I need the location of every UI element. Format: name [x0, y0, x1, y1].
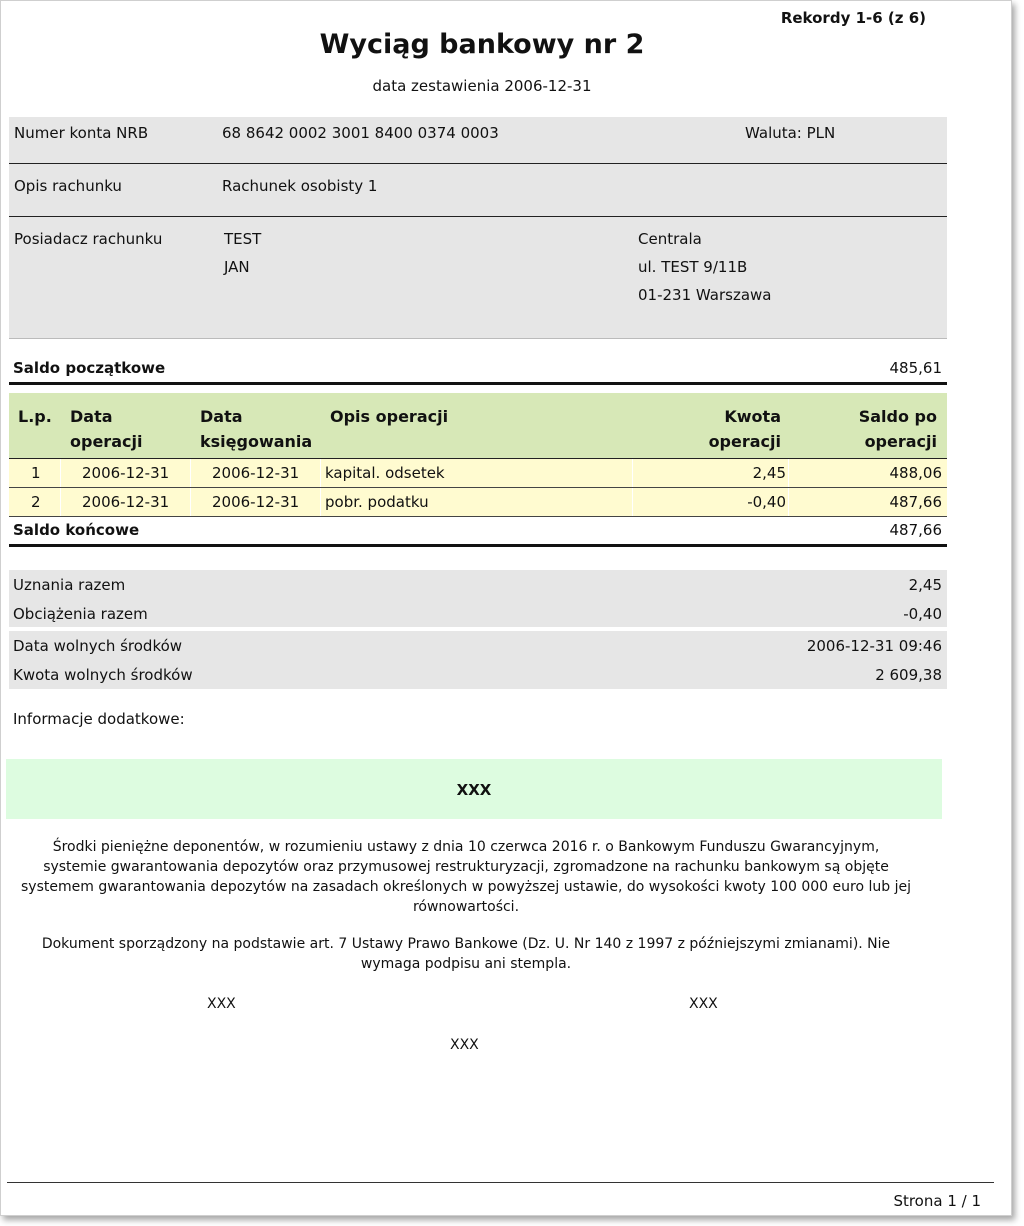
row-balance: 488,06 — [889, 464, 942, 482]
statement-date: data zestawienia 2006-12-31 — [372, 77, 592, 95]
row-lp: 2 — [31, 493, 41, 511]
account-number-row — [9, 117, 947, 163]
header-description: Opis operacji — [330, 407, 449, 426]
footer-divider — [7, 1182, 994, 1183]
totals-section — [9, 570, 947, 627]
row-lp: 1 — [31, 464, 41, 482]
legal-basis-notice: Dokument sporządzony na podstawie art. 7 Ustawy Prawo Bankowe (Dz. U. Nr 140 z 1997 z późniejszymi zmianami). Nie wymaga podpisu ani stempla. — [41, 936, 891, 972]
debits-total-label: Obciążenia razem — [13, 605, 148, 623]
divider — [9, 338, 947, 339]
free-funds-date-label: Data wolnych środków — [13, 637, 183, 655]
branch-city: 01-231 Warszawa — [638, 286, 772, 304]
owner-name-line2: JAN — [224, 258, 250, 276]
opening-balance-value: 485,61 — [889, 359, 942, 377]
branch-name: Centrala — [638, 230, 702, 248]
row-operation-date: 2006-12-31 — [82, 493, 170, 511]
table-row — [9, 488, 947, 517]
debits-total-value: -0,40 — [903, 605, 942, 623]
closing-balance-row — [9, 521, 947, 543]
header-balance: Saldo po operacji — [858, 407, 937, 451]
credits-total-value: 2,45 — [908, 576, 942, 594]
account-description-row — [9, 164, 947, 216]
row-amount: -0,40 — [747, 493, 786, 511]
page-title: Wyciąg bankowy nr 2 — [319, 29, 645, 60]
signature-right: XXX — [689, 996, 718, 1012]
currency-label: Waluta: PLN — [745, 124, 836, 142]
free-funds-amount-label: Kwota wolnych środków — [13, 666, 193, 684]
header-booking-date: Data księgowania — [200, 407, 313, 451]
closing-balance-value: 487,66 — [889, 521, 942, 539]
row-description: pobr. podatku — [325, 493, 429, 511]
header-operation-date: Data operacji — [70, 407, 143, 451]
free-funds-amount-value: 2 609,38 — [875, 666, 942, 684]
divider — [9, 382, 947, 385]
deposit-guarantee-notice: Środki pieniężne deponentów, w rozumieniu ustawy z dnia 10 czerwca 2016 r. o Bankowym Funduszu Gwarancyjnym, systemie gwarantowania depozytów oraz przymusowej restrukturyzacji, zgromadzone na rachunku bankowym są objęte systemem gwarantowania depozytów na zasadach określonych w powyższej ustawie, do wysokości kwoty 100 000 euro lub jej równowartości. — [21, 839, 911, 915]
page-number: Strona 1 / 1 — [893, 1192, 981, 1210]
row-amount: 2,45 — [752, 464, 786, 482]
account-description-label: Opis rachunku — [14, 177, 122, 195]
free-funds-section — [9, 631, 947, 689]
branch-street: ul. TEST 9/11B — [638, 258, 748, 276]
owner-name-line1: TEST — [224, 230, 262, 248]
notice-box: XXX — [6, 759, 942, 819]
account-owner-row — [9, 217, 947, 338]
closing-balance-label: Saldo końcowe — [13, 521, 140, 539]
row-operation-date: 2006-12-31 — [82, 464, 170, 482]
credits-total-label: Uznania razem — [13, 576, 126, 594]
signature-left: XXX — [207, 996, 236, 1012]
header-lp: L.p. — [18, 407, 52, 426]
header-amount: Kwota operacji — [708, 407, 781, 451]
opening-balance-label: Saldo początkowe — [13, 359, 166, 377]
account-description-value: Rachunek osobisty 1 — [222, 177, 378, 195]
account-owner-label: Posiadacz rachunku — [14, 230, 163, 248]
row-booking-date: 2006-12-31 — [212, 493, 300, 511]
row-booking-date: 2006-12-31 — [212, 464, 300, 482]
divider — [9, 544, 947, 547]
row-description: kapital. odsetek — [325, 464, 445, 482]
account-number-value: 68 8642 0002 3001 8400 0374 0003 — [222, 124, 499, 142]
signature-center: XXX — [450, 1037, 479, 1053]
free-funds-date-value: 2006-12-31 09:46 — [806, 637, 942, 655]
opening-balance-row — [9, 359, 947, 381]
account-number-label: Numer konta NRB — [14, 124, 149, 142]
document-page: Rekordy 1-6 (z 6) Wyciąg bankowy nr 2 data zestawienia 2006-12-31 Numer konta NRB 68 8642 0002 3001 8400 0374 0003 Waluta: PLN Opis rachunku Rachunek osobisty 1 Posiadacz rachunku TEST JAN Centrala ul. TEST 9/11B 01-231 Warszawa Saldo początkowe 485,61 L.p. Data operacji Data księgowania Opis operacji Kwota operacji Saldo po operacji 1 2006-12-31 2006-12-31 kapital. odsetek 2,45 488,06 2 2006-12-31 2006-12-31 pobr. podatku -0,40 487,66 Saldo końcowe 487,66 Uznania razem 2,45 Obciążenia razem -0,40 Data wolnych środków 2006-12-31 09:46 Kwota wolnych środków 2 609,38 Informacje dodatkowe: XXX Środki pieniężne deponentów, w rozumieniu ustawy z dnia 10 czerwca 2016 r. o Bankowym Funduszu Gwarancyjnym, systemie gwarantowania depozytów oraz przymusowej restrukturyzacji, zgromadzone na rachunku bankowym są objęte systemem gwarantowania depozytów na zasadach określonych w powyższej ustawie, do wysokości kwoty 100 000 euro lub jej równowartości. Dokument sporządzony na podstawie art. 7 Ustawy Prawo Bankowe (Dz. U. Nr 140 z 1997 z późniejszymi zmianami). Nie wymaga podpisu ani stempla. XXX XXX XXX Strona 1 / 1 — [0, 0, 1012, 1216]
table-row — [9, 459, 947, 488]
records-count: Rekordy 1-6 (z 6) — [780, 9, 926, 27]
row-balance: 487,66 — [889, 493, 942, 511]
transactions-table-header — [9, 393, 947, 458]
